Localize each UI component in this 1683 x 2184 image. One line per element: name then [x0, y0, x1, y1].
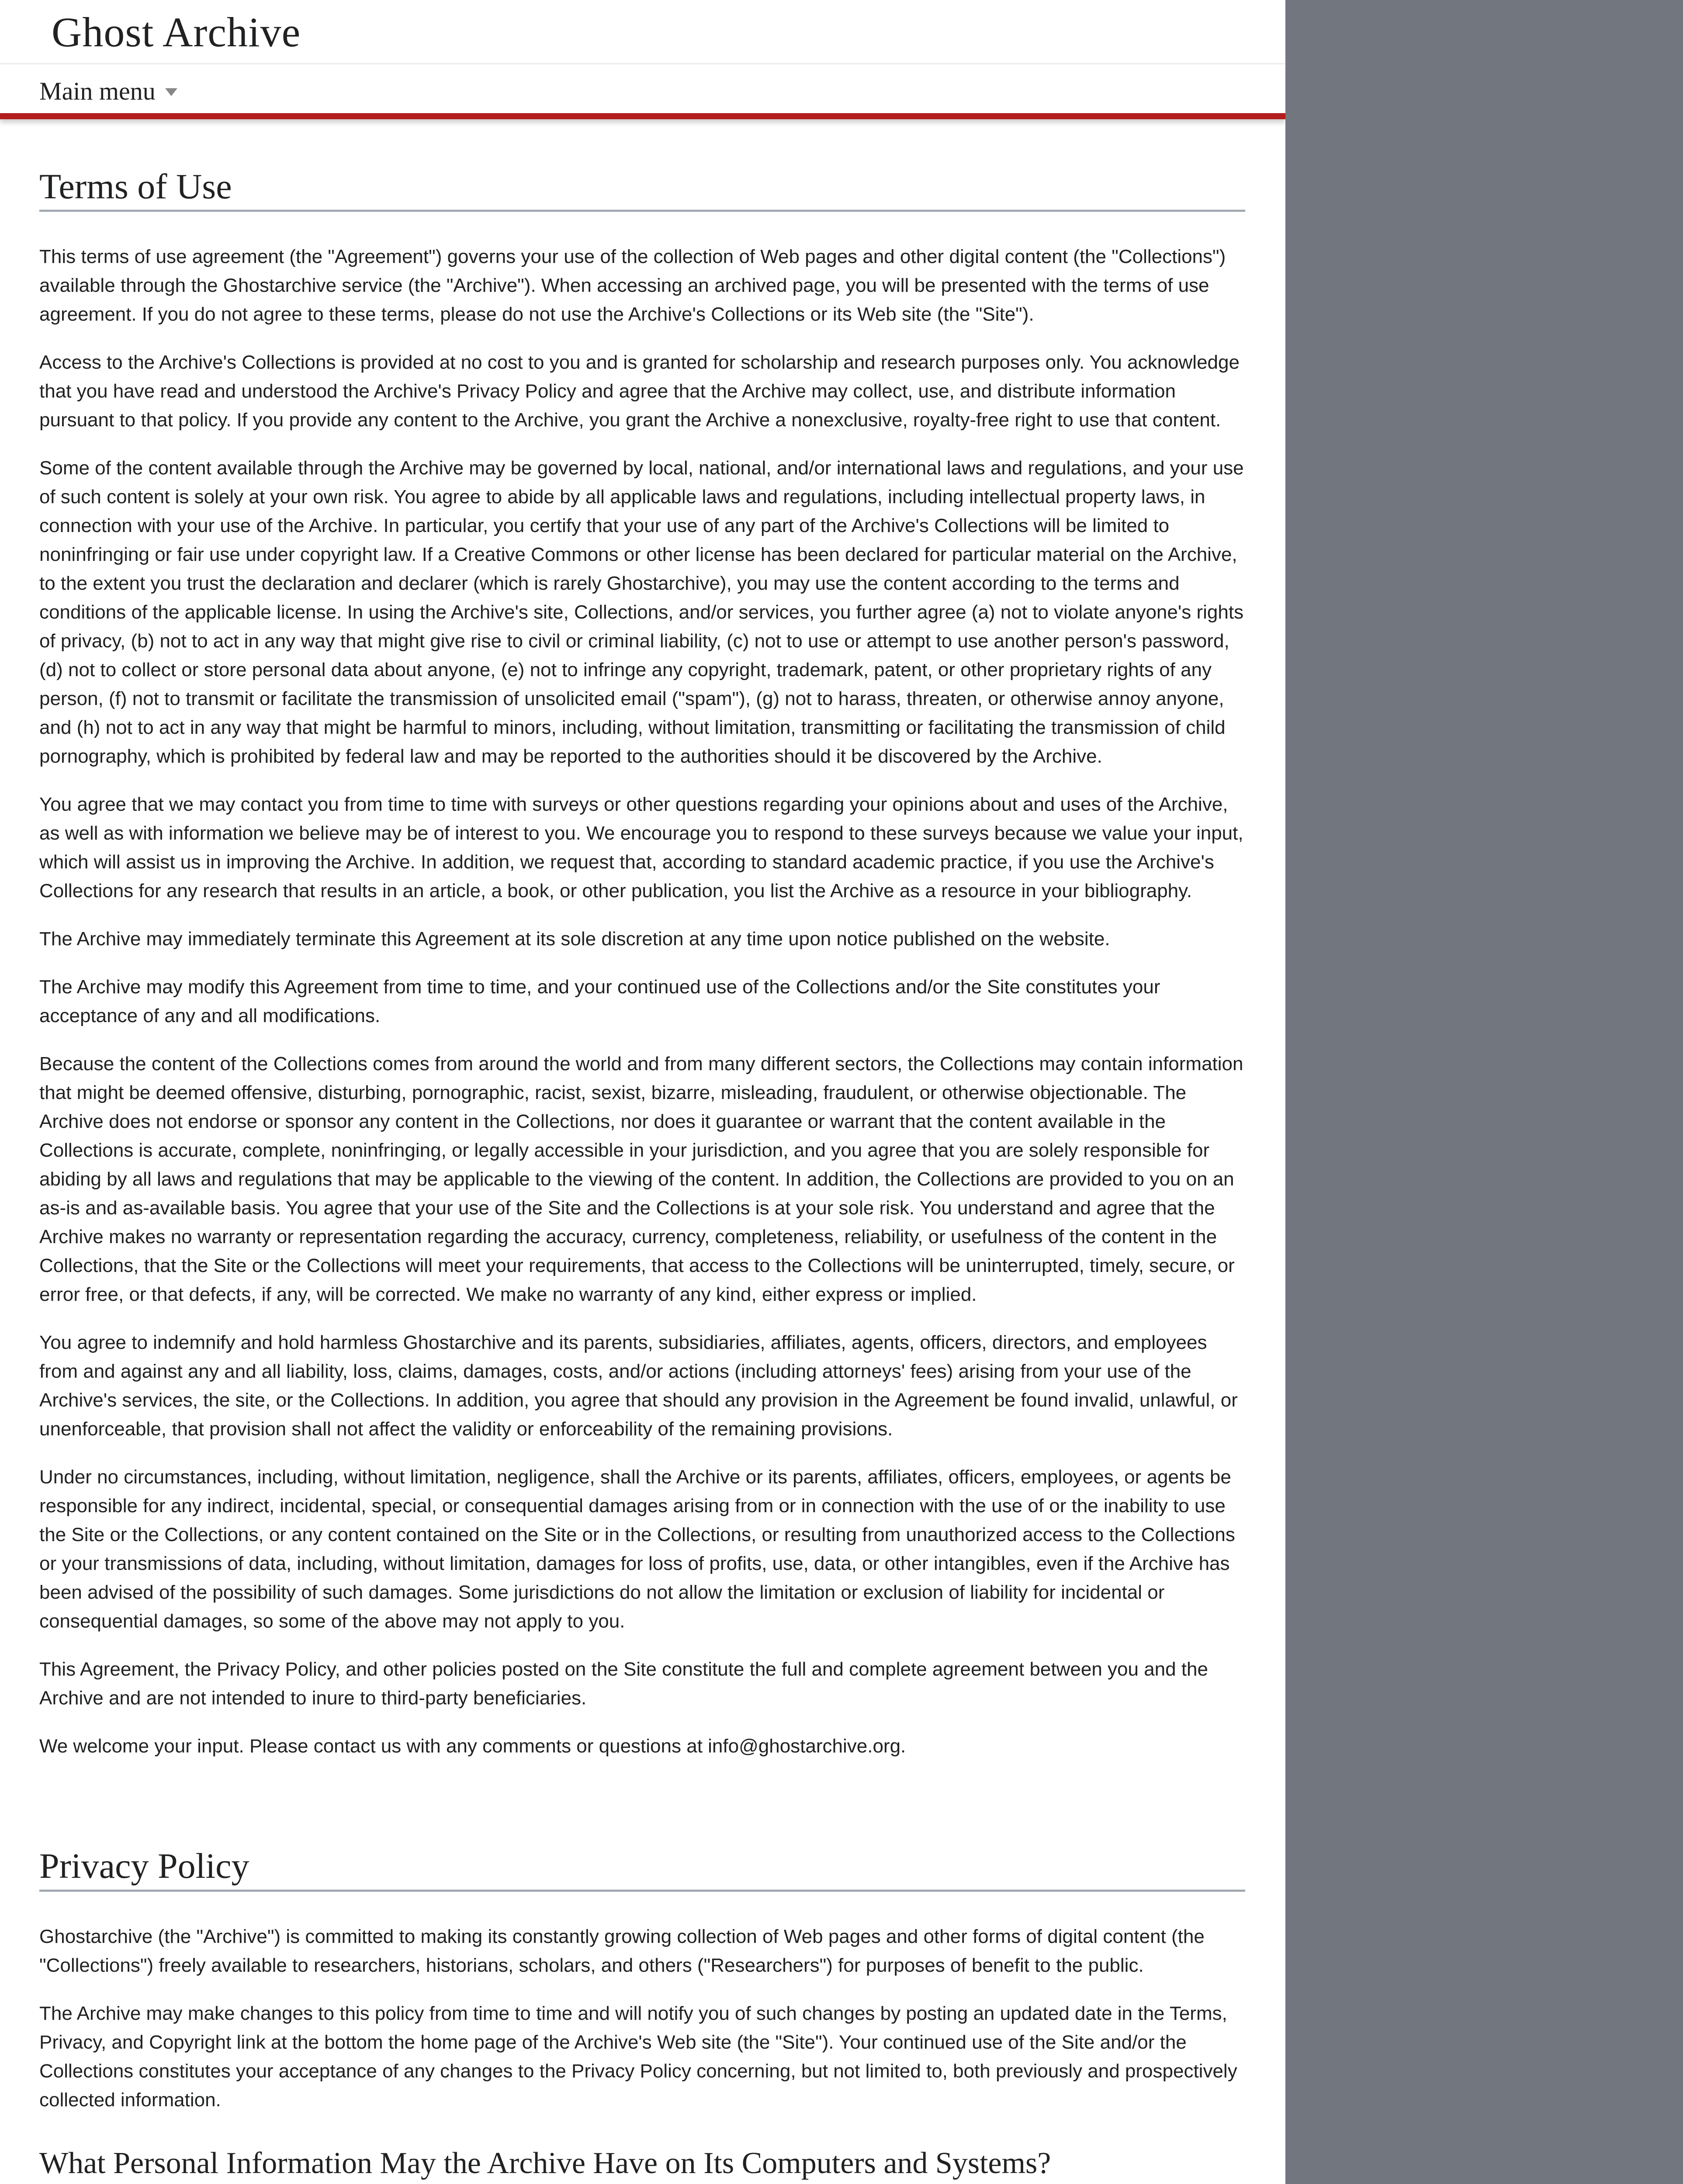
terms-paragraph: The Archive may modify this Agreement from time to time, and your continued use of the Collections and/or the Site constitutes your acceptance of any and all modifications.: [39, 976, 1160, 1027]
menu-bar: [0, 64, 1285, 119]
terms-paragraph: You agree to indemnify and hold harmless Ghostarchive and its parents, subsidiaries, affiliates, agents, officers, directors, and employees from and against any and all liability, loss, claims, damages, costs, and/or actions (including attorneys' fees) arising from your use of the Archive's services, the site, or the Collections. In addition, you agree that should any provision in the Agreement be found invalid, unlawful, or unenforceable, that provision shall not affect the validity or enforceability of the remaining provisions.: [39, 1332, 1238, 1440]
main-menu-toggle[interactable]: [39, 76, 177, 106]
article-content: [39, 166, 1245, 2184]
terms-paragraph: Some of the content available through the Archive may be governed by local, national, and/or international laws and regulations, and your use of such content is solely at your own risk. You agree to abide by all applicable laws and regulations, including intellectual property laws, in connection with your use of the Archive. In particular, you certify that your use of any part of the Archive's Collections will be limited to noninfringing or fair use under copyright law. If a Creative Commons or other license has been declared for particular material on the Archive, to the extent you trust the declaration and declarer (which is rarely Ghostarchive), you may use the content according to the terms and conditions of the applicable license. In using the Archive's site, Collections, and/or services, you further agree (a) not to violate anyone's rights of privacy, (b) not to act in any way that might give rise to civil or criminal liability, (c) not to use or attempt to use another person's password, (d) not to collect or store personal data about anyone, (e) not to infringe any copyright, trademark, patent, or other proprietary rights of any person, (f) not to transmit or facilitate the transmission of unsolicited email ("spam"), (g) not to harass, threaten, or otherwise annoy anyone, and (h) not to act in any way that might be harmful to minors, including, without limitation, transmitting or facilitating the transmission of child pornography, which is prohibited by federal law and may be reported to the authorities should it be discovered by the Archive.: [39, 457, 1244, 767]
terms-paragraph: This terms of use agreement (the "Agreement") governs your use of the collection of Web pages and other digital content (the "Collections") available through the Ghostarchive service (the "Archive"). When accessing an archived page, you will be presented with the terms of use agreement. If you do not agree to these terms, please do not use the Archive's Collections or its Web site (the "Site").: [39, 246, 1226, 325]
terms-paragraph: This Agreement, the Privacy Policy, and other policies posted on the Site constitute the full and complete agreement between you and the Archive and are not intended to inure to third-party beneficiaries.: [39, 1659, 1208, 1709]
site-header: [0, 0, 1285, 64]
terms-paragraph: Access to the Archive's Collections is provided at no cost to you and is granted for scholarship and research purposes only. You acknowledge that you have read and understood the Archive's Privacy Policy and agree that the Archive may collect, use, and distribute information pursuant to that policy. If you provide any content to the Archive, you grant the Archive a nonexclusive, royalty-free right to use that content.: [39, 352, 1240, 431]
terms-paragraph: You agree that we may contact you from time to time with surveys or other questions regarding your opinions about and uses of the Archive, as well as with information we believe may be of interest to you. We encourage you to respond to these surveys because we value your input, which will assist us in improving the Archive. In addition, we request that, according to standard academic practice, if you use the Archive's Collections for any research that results in an article, a book, or other publication, you list the Archive as a resource in your bibliography.: [39, 794, 1243, 902]
terms-heading: Terms of Use: [39, 166, 1245, 212]
terms-paragraph: The Archive may immediately terminate this Agreement at its sole discretion at any time upon notice published on the website.: [39, 928, 1110, 950]
main-menu-label: Main menu: [39, 77, 156, 105]
chevron-down-icon: [165, 88, 177, 96]
privacy-paragraph: The Archive may make changes to this policy from time to time and will notify you of such changes by posting an updated date in the Terms, Privacy, and Copyright link at the bottom the home page of the Archive's Web site (the "Site"). Your continued use of the Site and/or the Collections constitutes your acceptance of any changes to the Privacy Policy concerning, but not limited to, both previously and prospectively collected information.: [39, 2002, 1237, 2111]
privacy-paragraph: Ghostarchive (the "Archive") is committed to making its constantly growing collection of Web pages and other forms of digital content (the "Collections") freely available to researchers, historians, scholars, and others ("Researchers") for purposes of benefit to the public.: [39, 1925, 1205, 1976]
right-sidebar-area: [1285, 0, 1683, 2184]
site-title[interactable]: Ghost Archive: [52, 9, 301, 55]
terms-paragraph: Because the content of the Collections comes from around the world and from many different sectors, the Collections may contain information that might be deemed offensive, disturbing, pornographic, racist, sexist, bizarre, misleading, fraudulent, or otherwise objectionable. The Archive does not endorse or sponsor any content in the Collections, nor does it guarantee or warrant that the content available in the Collections is accurate, complete, noninfringing, or legally accessible in your jurisdiction, and you agree that you are solely responsible for abiding by all laws and regulations that may be applicable to the viewing of the content. In addition, the Collections are provided to you on an as-is and as-available basis. You agree that your use of the Site and the Collections is at your sole risk. You understand and agree that the Archive makes no warranty or representation regarding the accuracy, currency, completeness, reliability, or usefulness of the content in the Collections, that the Site or the Collections will meet your requirements, that access to the Collections will be uninterrupted, timely, secure, or error free, or that defects, if any, will be corrected. We make no warranty of any kind, either express or implied.: [39, 1053, 1243, 1306]
privacy-heading: Privacy Policy: [39, 1845, 1245, 1891]
terms-paragraph: Under no circumstances, including, without limitation, negligence, shall the Archive or its parents, affiliates, officers, employees, or agents be responsible for any indirect, incidental, special, or consequential damages arising from or in connection with the use of or the inability to use the Site or the Collections, or any content contained on the Site or in the Collections, or resulting from unauthorized access to the Collections or your transmissions of data, including, without limitation, damages for loss of profits, use, data, or other intangibles, even if the Archive has been advised of the possibility of such damages. Some jurisdictions do not allow the limitation or exclusion of liability for incidental or consequential damages, so some of the above may not apply to you.: [39, 1466, 1235, 1632]
terms-contact-paragraph: We welcome your input. Please contact us with any comments or questions at info@ghostarchive.org.: [39, 1735, 906, 1757]
privacy-subheading-personal-info: What Personal Information May the Archive Have on Its Computers and Systems?: [39, 2146, 1051, 2180]
